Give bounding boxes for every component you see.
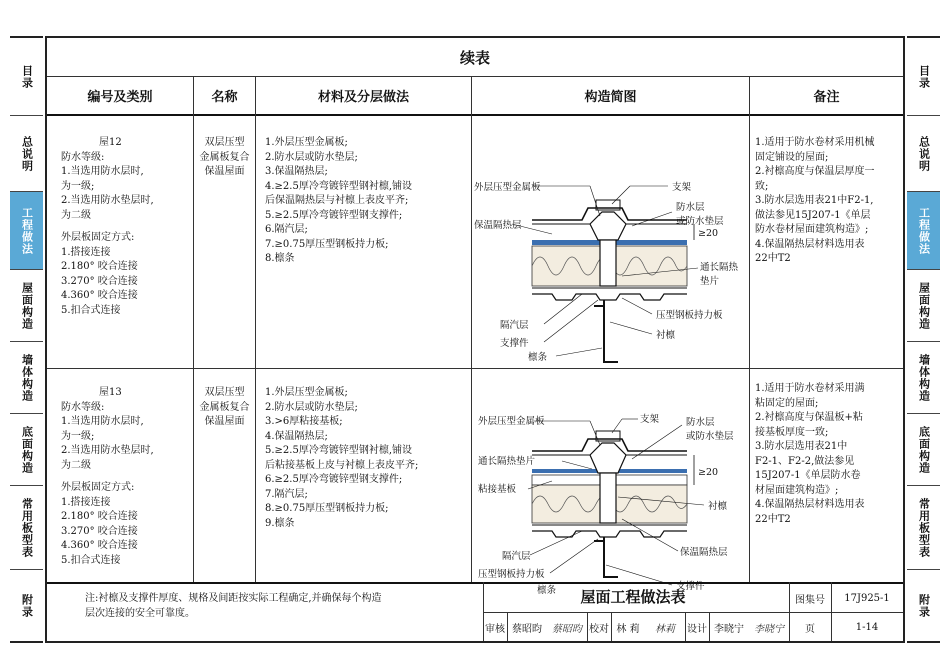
atlas-number: 17J925-1 [844,592,890,604]
row1-name: 双层压型 金属板复合 保温屋面 [199,137,250,177]
left-tab-wall[interactable]: 墙体构造 [10,342,43,414]
header-material: 材料及分层做法 [317,89,409,105]
row1-label-bracket: 支架 [672,182,692,193]
footer-note: 注:衬檩及支撑件厚度、规格及间距按实际工程确定,并确保每个构造 层次连接的安全可靠度。 [85,593,382,619]
right-tab-catalog[interactable]: 目录 [907,38,940,116]
check-label: 校对 [589,623,609,635]
design-label: 设计 [687,623,707,635]
header-code: 编号及类别 [87,89,153,105]
row2-label-board: 粘接基板 [478,484,517,495]
designer-name: 李晓宁 [714,623,744,635]
header-name: 名称 [211,89,238,105]
row1-label-waterproof2: 或防水垫层 [676,216,724,227]
row2-label-purlin-sub: 衬檩 [708,501,728,512]
header-diagram: 构造简图 [584,89,637,105]
row2-label-vapor: 隔汽层 [502,551,531,562]
atlas-label: 图集号 [795,594,825,606]
row2-label-pad: 通长隔热垫片 [478,456,536,467]
right-tab-appendix[interactable]: 附录 [917,593,931,618]
row2-remark: 1.适用于防水卷材采用满 粘固定的屋面; 2.衬檩高度与保温板+粘 接基板厚度一致; 3.防水层选用表21中 F2-1、F2-2,做法参见 15J207-1《单层防水卷 材屋面建筑构造》; 4.保温隔热层材料选用表 22中T2 [755,383,865,525]
row2-label-deck: 压型钢板持力板 [478,569,545,580]
left-tab-panels[interactable]: 常用板型表 [10,486,43,570]
row1-label-deck: 压型钢板持力板 [656,310,723,321]
row1-dim-label: ≥20 [698,228,719,239]
left-tab-appendix[interactable]: 附录 [20,593,34,618]
row1-label-support: 支撑件 [500,338,529,349]
right-nav [907,36,940,643]
reviewer-name: 蔡昭昀 [512,623,542,635]
row2-label-waterproof2: 或防水垫层 [686,431,734,442]
row1-label-purlin: 檩条 [528,352,548,363]
reviewer-signature: 蔡昭昀 [552,623,582,635]
right-tab-roof[interactable]: 屋面构造 [907,270,940,342]
designer-signature: 李晓宁 [754,623,784,635]
left-tab-general[interactable]: 总说明 [10,116,43,192]
checker-name: 林 莉 [616,623,640,635]
row2-label-waterproof1: 防水层 [686,417,715,428]
row2-dim-label: ≥20 [698,467,719,478]
drawing-sheet [45,36,905,643]
page-number: 1-14 [855,621,879,633]
left-tab-roof[interactable]: 屋面构造 [10,270,43,342]
left-nav [10,36,43,643]
row1-label-waterproof1: 防水层 [676,202,705,213]
row1-remark: 1.适用于防水卷材采用机械 固定铺设的屋面; 2.衬檩高度与保温层厚度一 致; 3.防水层选用表21中F2-1, 做法参见15J207-1《单层 防水卷材屋面建筑构造》; 4.保温隔热层材料选用表 22中T2 [755,137,875,264]
right-tab-engineering[interactable]: 工程做法 [907,192,940,270]
header-remark: 备注 [813,89,840,105]
row1-label-pad2: 垫片 [700,276,720,287]
row1-label-vapor: 隔汽层 [500,320,529,331]
row1-label-insulation: 保温隔热层 [474,220,522,231]
row2-label-purlin: 檩条 [537,585,557,596]
left-tab-floor[interactable]: 底面构造 [10,414,43,486]
left-tab-catalog[interactable]: 目录 [10,38,43,116]
row2-code: 屋13 防水等级: 1.当选用防水层时, 为一级; 2.当选用防水垫层时, 为二级 外层板固定方式: 1.搭接连接 2.180° 咬合连接 3.270° 咬合连接 4.360° 咬合连接 5.扣合式连接 [61,387,154,566]
row1-code: 屋12 防水等级: 1.当选用防水层时, 为一级; 2.当选用防水垫层时, 为二级 外层板固定方式: 1.搭接连接 2.180° 咬合连接 3.270° 咬合连接 4.360° 咬合连接 5.扣合式连接 [61,137,154,316]
right-tab-general[interactable]: 总说明 [907,116,940,192]
row1-label-purlin-sub: 衬檩 [656,330,676,341]
row2-label-outer: 外层压型金属板 [478,416,545,427]
right-tab-floor[interactable]: 底面构造 [907,414,940,486]
checker-signature: 林莉 [655,623,675,635]
row1-construction-diagram [472,116,749,368]
row1-material: 1.外层压型金属板; 2.防水层或防水垫层; 3.保温隔热层; 4.≥2.5厚冷弯镀锌型钢衬檩,铺设 后保温隔热层与衬檩上表皮平齐; 5.≥2.5厚冷弯镀锌型钢支撑件; 6.隔汽层; 7.≥0.75厚压型钢板持力板; 8.檩条 [265,137,413,264]
row2-name: 双层压型 金属板复合 保温屋面 [199,387,250,427]
right-tab-wall[interactable]: 墙体构造 [907,342,940,414]
sheet-title: 续表 [459,48,490,67]
row1-label-pad1: 通长隔热 [700,262,739,273]
row2-label-support: 支撑件 [676,581,705,592]
right-tab-panels[interactable]: 常用板型表 [907,486,940,570]
left-tab-engineering[interactable]: 工程做法 [10,192,43,270]
page-label: 页 [805,623,815,635]
row2-material: 1.外层压型金属板; 2.防水层或防水垫层; 3.>6厚粘接基板; 4.保温隔热层; 5.≥2.5厚冷弯镀锌型钢衬檩,铺设 后粘接基板上皮与衬檩上表皮平齐; 6.≥2.5厚冷弯镀锌型钢支撑件; 7.隔汽层; 8.≥0.75厚压型钢板持力板; 9.檩条 [265,387,419,529]
table-title: 屋面工程做法表 [580,588,686,606]
row2-label-bracket: 支架 [640,414,660,425]
row1-label-outer: 外层压型金属板 [474,182,541,193]
review-label: 审核 [485,623,505,635]
row2-label-insulation: 保温隔热层 [680,547,728,558]
